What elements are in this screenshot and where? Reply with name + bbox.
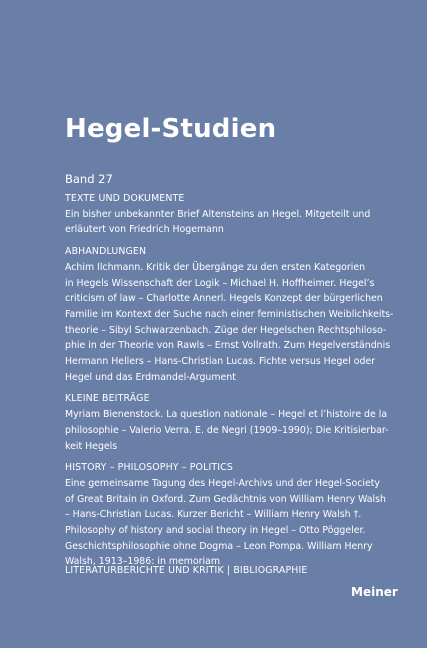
section-line: Achim Ilchmann. Kritik der Übergänge zu den ersten Kategorien — [65, 261, 366, 273]
section-line: phie in der Theorie von Rawls – Ernst Vollrath. Zum Hegelverständnis — [65, 340, 391, 352]
section-line: Familie im Kontext der Suche nach einer feministischen Weiblichkeits- — [65, 308, 394, 320]
section-heading: ABHANDLUNGEN — [65, 246, 147, 258]
section-line: philosophie – Valerio Verra. E. de Negri (1909–1990); Die Kritisierbar- — [65, 424, 389, 436]
section-heading: TEXTE UND DOKUMENTE — [65, 193, 185, 204]
section-line: criticism of law – Charlotte Annerl. Hegels Konzept der bürgerlichen — [65, 293, 383, 305]
toc-section-abhandlungen — [65, 244, 394, 385]
section-line: erläutert von Friedrich Hogemann — [65, 224, 224, 236]
publisher-logo: Meiner — [351, 585, 398, 599]
section-heading: KLEINE BEITRÄGE — [65, 393, 150, 405]
section-line: keit Hegels — [65, 440, 118, 452]
section-line: Geschichtsphilosophie ohne Dogma – Leon Pompa. William Henry — [65, 540, 373, 552]
toc-section-texte-und-dokumente — [65, 191, 375, 238]
footer-sections: LITERATURBERICHTE UND KRITIK | BIBLIOGRAPHIE — [65, 565, 308, 576]
section-line: Myriam Bienenstock. La question nationale – Hegel et l’histoire de la — [65, 409, 388, 421]
section-line: Eine gemeinsame Tagung des Hegel-Archivs und der Hegel-Society — [65, 477, 380, 489]
section-line: – Hans-Christian Lucas. Kurzer Bericht – William Henry Walsh †. — [65, 509, 362, 521]
table-of-contents — [65, 191, 394, 576]
section-line: Philosophy of history and social theory in Hegel – Otto Pöggeler. — [65, 525, 366, 537]
book-title: Hegel-Studien — [65, 114, 277, 144]
toc-section-kleine-beitraege — [65, 391, 389, 454]
section-heading: HISTORY – PHILOSOPHY – POLITICS — [65, 462, 233, 474]
section-line: of Great Britain in Oxford. Zum Gedächtnis von William Henry Walsh — [65, 493, 386, 505]
toc-section-history-philosophy-politics — [65, 460, 386, 570]
section-line: Hegel und das Erdmandel-Argument — [65, 371, 236, 383]
section-line: Hermann Hellers – Hans-Christian Lucas. Fichte versus Hegel oder — [65, 356, 376, 368]
section-line: Walsh, 1913–1986: in memoriam — [65, 556, 220, 568]
section-line: in Hegels Wissenschaft der Logik – Michael H. Hoffheimer. Hegel’s — [65, 277, 375, 289]
section-line: theorie – Sibyl Schwarzenbach. Züge der Hegelschen Rechtsphiloso- — [65, 324, 387, 336]
section-line: Ein bisher unbekannter Brief Altensteins an Hegel. Mitgeteilt und — [65, 208, 371, 220]
volume-number: Band 27 — [65, 172, 113, 186]
